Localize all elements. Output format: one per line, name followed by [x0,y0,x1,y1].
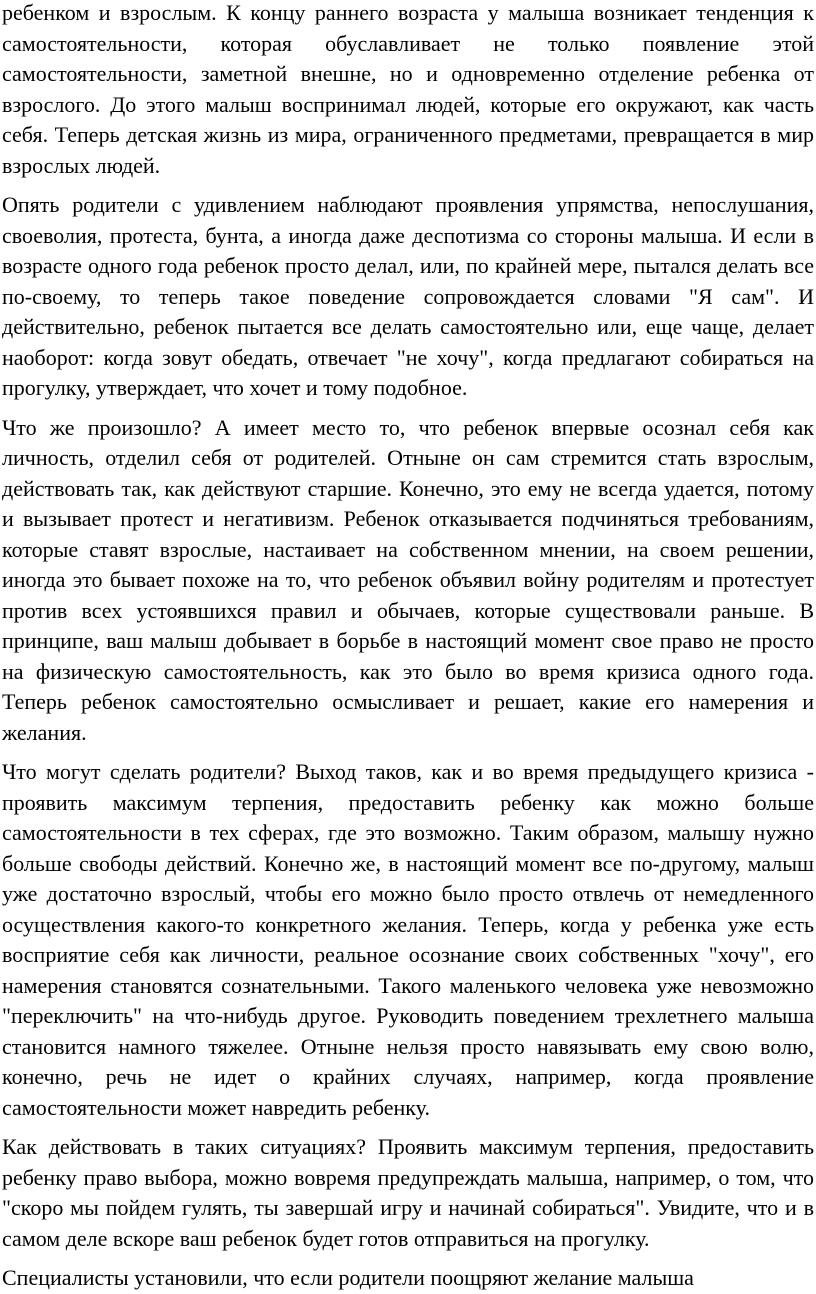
paragraph-6: Специалисты установили, что если родители поощряют желание малыша [2,1265,694,1290]
paragraph-3: Что же произошло? А имеет место то, что ребенок впервые осознал себя как личность, отделил себя от родителей. Отныне он сам стремится стать взрослым, действовать так, как действуют старшие. Конечно, это ему не всегда удается, потому и вызывает протест и негативизм. Ребенок отказывается подчиняться требованиям, которые ставят взрослые, настаивает на собственном мнении, на своем решении, иногда это бывает похоже на то, что ребенок объявил войну родителям и протестует против всех устоявшихся правил и обычаев, которые существовали раньше. В принципе, ваш малыш добывает в борьбе в настоящий момент свое право не просто на физическую самостоятельность, как это было во время кризиса одного года. Теперь ребенок самостоятельно осмысливает и решает, какие его намерения и желания. [2,414,814,745]
paragraph-2: Опять родители с удивлением наблюдают проявления упрямства, непослушания, своеволия, протеста, бунта, а иногда даже деспотизма со стороны малыша. И если в возрасте одного года ребенок просто делал, или, по крайней мере, пытался делать все по-своему, то теперь такое поведение сопровождается словами "Я сам". И действительно, ребенок пытается все делать самостоятельно или, еще чаще, делает наоборот: когда зовут обедать, отвечает "не хочу", когда предлагают собираться на прогулку, утверждает, что хочет и тому подобное. [2,192,814,400]
paragraph-5: Как действовать в таких ситуациях? Проявить максимум терпения, предоставить ребенку право выбора, можно вовремя предупреждать малыша, например, о том, что "скоро мы пойдем гулять, ты завершай игру и начинай собираться". Увидите, что и в самом деле вскоре ваш ребенок будет готов отправиться на прогулку. [2,1134,814,1251]
paragraph-4: Что могут сделать родители? Выход таков, как и во время предыдущего кризиса - проявить максимум терпения, предоставить ребенку как можно больше самостоятельности в тех сферах, где это возможно. Таким образом, малышу нужно больше свободы действий. Конечно же, в настоящий момент все по-другому, малыш уже достаточно взрослый, чтобы его можно было просто отвлечь от немедленного осуществления какого-то конкретного желания. Теперь, когда у ребенка уже есть восприятие себя как личности, реальное осознание своих собственных "хочу", его намерения становятся сознательными. Такого маленького человека уже невозможно "переключить" на что-нибудь другое. Руководить поведением трехлетнего малыша становится намного тяжелее. Отныне нельзя просто навязывать ему свою волю, конечно, речь не идет о крайних случаях, например, когда проявление самостоятельности может навредить ребенку. [2,759,814,1120]
paragraph-1: ребенком и взрослым. К концу раннего возраста у малыша возникает тенденция к самостоятельности, которая обуславливает не только появление этой самостоятельности, заметной внешне, но и одновременно отделение ребенка от взрослого. До этого малыш воспринимал людей, которые его окружают, как часть себя. Теперь детская жизнь из мира, ограниченного предметами, превращается в мир взрослых людей. [2,0,814,178]
